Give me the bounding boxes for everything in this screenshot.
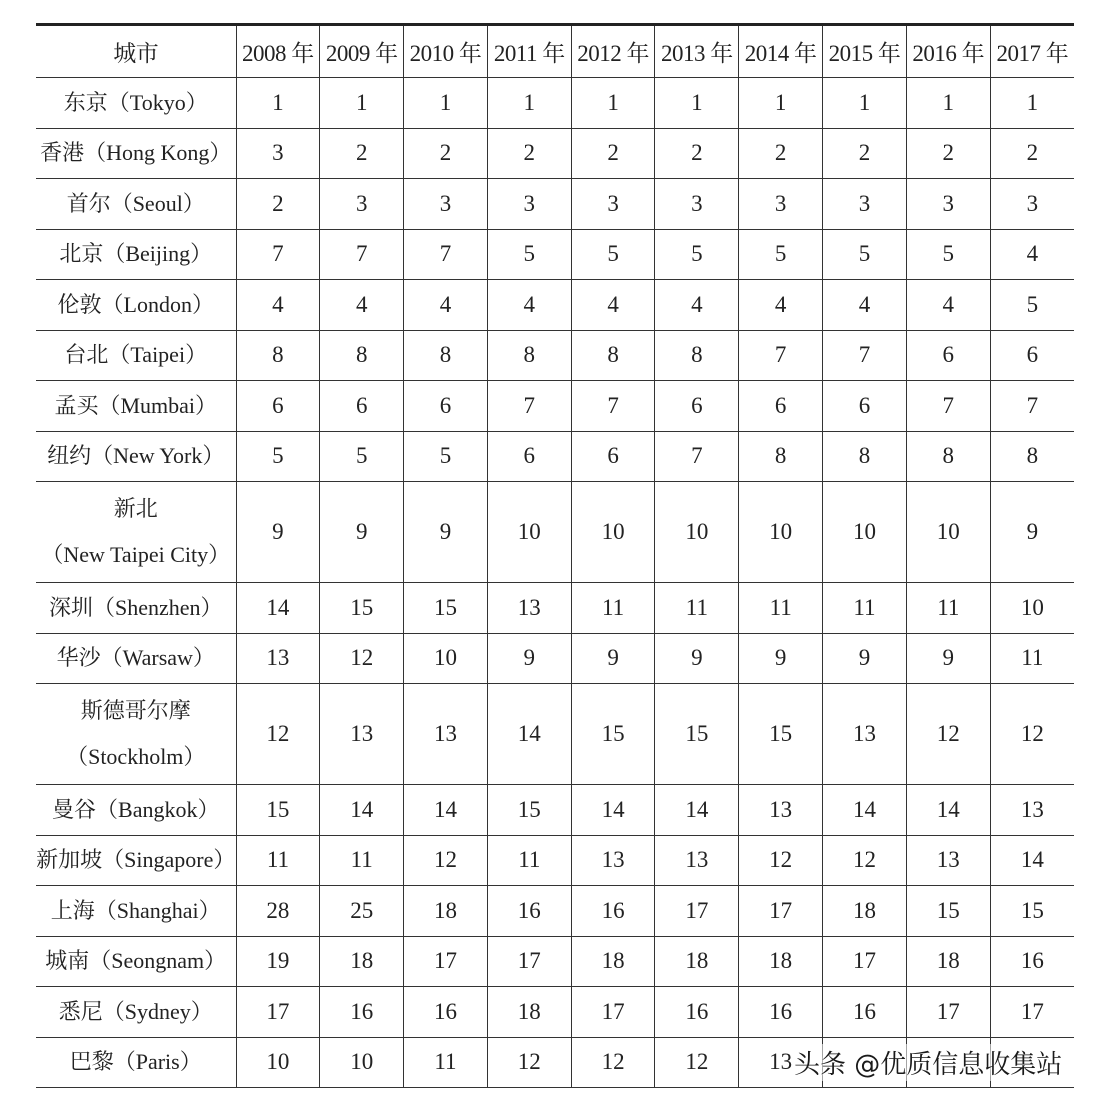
rank-cell: 12: [990, 684, 1074, 785]
rank-cell: 1: [823, 78, 907, 129]
rank-cell: 4: [236, 280, 320, 331]
rank-cell: 14: [823, 785, 907, 836]
city-name-cell: 悉尼（Sydney）: [36, 987, 236, 1038]
rank-cell: 2: [823, 128, 907, 179]
rank-cell: 13: [739, 785, 823, 836]
rank-cell: 6: [906, 330, 990, 381]
city-name-cell: 首尔（Seoul）: [36, 179, 236, 230]
rank-cell: 11: [739, 583, 823, 634]
table-row: [36, 280, 1074, 331]
rank-cell: 17: [236, 987, 320, 1038]
city-name-cell: 新加坡（Singapore）: [36, 835, 236, 886]
rank-cell: 10: [655, 482, 739, 583]
header-year-2014: 2014 年: [739, 25, 823, 78]
rank-cell: 3: [487, 179, 571, 230]
rank-cell: 15: [655, 684, 739, 785]
header-year-2016: 2016 年: [906, 25, 990, 78]
rank-cell: 10: [990, 583, 1074, 634]
rank-cell: 7: [320, 229, 404, 280]
rank-cell: 10: [571, 482, 655, 583]
rank-cell: 16: [823, 987, 907, 1038]
rank-cell: 10: [404, 633, 488, 684]
city-name-cell: 东京（Tokyo）: [36, 78, 236, 129]
rank-cell: 18: [655, 936, 739, 987]
rank-cell: 4: [320, 280, 404, 331]
rank-cell: 8: [404, 330, 488, 381]
rank-cell: 13: [906, 835, 990, 886]
table-row: [36, 381, 1074, 432]
rank-cell: 8: [236, 330, 320, 381]
rank-cell: 13: [739, 1037, 823, 1088]
rank-cell: 4: [990, 229, 1074, 280]
rank-cell: 7: [236, 229, 320, 280]
city-name-cell: 深圳（Shenzhen）: [36, 583, 236, 634]
table-row: [36, 936, 1074, 987]
rank-cell: 7: [404, 229, 488, 280]
rank-cell: 17: [655, 886, 739, 937]
rank-cell: 28: [236, 886, 320, 937]
rank-cell: 18: [404, 886, 488, 937]
city-name-cell: [36, 684, 236, 785]
rank-cell: 8: [739, 431, 823, 482]
rank-cell: 11: [487, 835, 571, 886]
rank-cell: 13: [320, 684, 404, 785]
header-year-2011: 2011 年: [487, 25, 571, 78]
rank-cell: 6: [487, 431, 571, 482]
rank-cell: 7: [655, 431, 739, 482]
rank-cell: 14: [990, 835, 1074, 886]
rank-cell: 7: [990, 381, 1074, 432]
rank-cell: 17: [404, 936, 488, 987]
table-row: [36, 179, 1074, 230]
rank-cell: 13: [487, 583, 571, 634]
city-name-cell: 伦敦（London）: [36, 280, 236, 331]
rank-cell: 5: [236, 431, 320, 482]
rank-cell: 8: [990, 431, 1074, 482]
rank-cell: 8: [487, 330, 571, 381]
rank-cell: 7: [487, 381, 571, 432]
rank-cell: 12: [487, 1037, 571, 1088]
rank-cell: 18: [320, 936, 404, 987]
rank-cell: 13: [404, 684, 488, 785]
rank-cell: 16: [990, 936, 1074, 987]
table-row: [36, 684, 1074, 785]
rank-cell: 14: [906, 785, 990, 836]
rank-cell: 10: [487, 482, 571, 583]
table-row: [36, 987, 1074, 1038]
rank-cell: 18: [571, 936, 655, 987]
rank-cell: 6: [655, 381, 739, 432]
rank-cell: 14: [655, 785, 739, 836]
rank-cell: 5: [320, 431, 404, 482]
rank-cell: 6: [404, 381, 488, 432]
rank-cell: 4: [823, 280, 907, 331]
rank-cell: 19: [236, 936, 320, 987]
rank-cell: 6: [320, 381, 404, 432]
rank-cell: 2: [571, 128, 655, 179]
rank-cell: 13: [823, 684, 907, 785]
rank-cell: 15: [906, 886, 990, 937]
rank-cell: 1: [487, 78, 571, 129]
header-year-2015: 2015 年: [823, 25, 907, 78]
city-name-english: （New Taipei City）: [41, 542, 231, 567]
rank-cell: 16: [571, 886, 655, 937]
table-body: [36, 78, 1074, 1088]
header-year-2008: 2008 年: [236, 25, 320, 78]
city-name-chinese: 斯德哥尔摩: [80, 698, 191, 723]
rank-cell: 14: [487, 684, 571, 785]
rank-cell: 2: [739, 128, 823, 179]
header-year-2010: 2010 年: [404, 25, 488, 78]
table-row: [36, 431, 1074, 482]
rank-cell: 1: [236, 78, 320, 129]
table-row: [36, 886, 1074, 937]
rank-cell: 15: [236, 785, 320, 836]
table-row: [36, 785, 1074, 836]
table-row: [36, 835, 1074, 886]
rank-cell: 7: [739, 330, 823, 381]
rank-cell: 1: [655, 78, 739, 129]
rank-cell: 5: [487, 229, 571, 280]
rank-cell: 9: [571, 633, 655, 684]
table-row: [36, 128, 1074, 179]
rank-cell: 17: [990, 987, 1074, 1038]
rank-cell: 6: [236, 381, 320, 432]
rank-cell: 9: [487, 633, 571, 684]
rank-cell: 1: [571, 78, 655, 129]
rank-cell: 11: [906, 583, 990, 634]
city-ranking-table: [36, 23, 1074, 1088]
rank-cell: 11: [236, 835, 320, 886]
rank-cell: 5: [404, 431, 488, 482]
rank-cell: 14: [571, 785, 655, 836]
rank-cell: 9: [739, 633, 823, 684]
rank-cell: 4: [404, 280, 488, 331]
rank-cell: 11: [990, 633, 1074, 684]
rank-cell: 12: [404, 835, 488, 886]
rank-cell: 16: [655, 987, 739, 1038]
city-name-cell: 上海（Shanghai）: [36, 886, 236, 937]
rank-cell: 6: [571, 431, 655, 482]
rank-cell: 13: [236, 633, 320, 684]
rank-cell: 1: [320, 78, 404, 129]
header-year-2017: 2017 年: [990, 25, 1074, 78]
rank-cell: 1: [404, 78, 488, 129]
rank-cell: 8: [320, 330, 404, 381]
rank-cell: 5: [655, 229, 739, 280]
rank-cell: 18: [487, 987, 571, 1038]
city-name-english: （Stockholm）: [66, 744, 206, 769]
rank-cell: 12: [571, 1037, 655, 1088]
header-city: 城市: [36, 25, 236, 78]
rank-cell: 2: [906, 128, 990, 179]
rank-cell: 9: [990, 482, 1074, 583]
city-name-cell: 华沙（Warsaw）: [36, 633, 236, 684]
rank-cell: 14: [404, 785, 488, 836]
rank-cell: 2: [990, 128, 1074, 179]
rank-cell: 15: [990, 886, 1074, 937]
rank-cell: 12: [320, 633, 404, 684]
rank-cell: 1: [739, 78, 823, 129]
table-row: [36, 583, 1074, 634]
rank-cell: 18: [739, 936, 823, 987]
table-row: [36, 330, 1074, 381]
rank-cell: 13: [990, 785, 1074, 836]
rank-cell: 8: [571, 330, 655, 381]
rank-cell: 14: [320, 785, 404, 836]
rank-cell: 8: [906, 431, 990, 482]
city-name-cell: 孟买（Mumbai）: [36, 381, 236, 432]
rank-cell: 1: [990, 78, 1074, 129]
city-name-cell: 香港（Hong Kong）: [36, 128, 236, 179]
city-name-cell: 台北（Taipei）: [36, 330, 236, 381]
rank-cell: 4: [571, 280, 655, 331]
header-year-2009: 2009 年: [320, 25, 404, 78]
rank-cell: 15: [404, 583, 488, 634]
rank-cell: 2: [487, 128, 571, 179]
rank-cell: 2: [236, 179, 320, 230]
rank-cell: 5: [571, 229, 655, 280]
rank-cell: 10: [906, 482, 990, 583]
rank-cell: 8: [655, 330, 739, 381]
table-row: [36, 633, 1074, 684]
watermark-text: 头条 @优质信息收集站: [792, 1044, 1064, 1081]
city-name-cell: 纽约（New York）: [36, 431, 236, 482]
rank-cell: 13: [655, 835, 739, 886]
rank-cell: 11: [655, 583, 739, 634]
rank-cell: 3: [739, 179, 823, 230]
rank-cell: 12: [739, 835, 823, 886]
rank-cell: 2: [655, 128, 739, 179]
rank-cell: 17: [571, 987, 655, 1038]
rank-cell: 15: [487, 785, 571, 836]
rank-cell: 9: [236, 482, 320, 583]
rank-cell: 18: [823, 886, 907, 937]
rank-cell: 17: [823, 936, 907, 987]
rank-cell: 4: [906, 280, 990, 331]
rank-cell: 3: [571, 179, 655, 230]
rank-cell: 3: [320, 179, 404, 230]
rank-cell: 15: [320, 583, 404, 634]
rank-cell: 7: [823, 330, 907, 381]
rank-cell: 9: [906, 633, 990, 684]
rank-cell: 18: [906, 936, 990, 987]
rank-cell: 16: [404, 987, 488, 1038]
rank-cell: 6: [990, 330, 1074, 381]
rank-cell: 2: [320, 128, 404, 179]
table-header-row: [36, 25, 1074, 78]
rank-cell: 16: [739, 987, 823, 1038]
rank-cell: 1: [906, 78, 990, 129]
rank-cell: 11: [823, 583, 907, 634]
rank-cell: 7: [906, 381, 990, 432]
rank-cell: 12: [655, 1037, 739, 1088]
rank-cell: 5: [823, 229, 907, 280]
rank-cell: 2: [404, 128, 488, 179]
rank-cell: 16: [320, 987, 404, 1038]
rank-cell: 4: [739, 280, 823, 331]
rank-cell: 17: [739, 886, 823, 937]
city-name-cell: [36, 482, 236, 583]
rank-cell: 15: [571, 684, 655, 785]
rank-cell: 9: [823, 633, 907, 684]
rank-cell: 16: [487, 886, 571, 937]
rank-cell: 15: [739, 684, 823, 785]
rank-cell: 12: [236, 684, 320, 785]
rank-cell: 5: [906, 229, 990, 280]
city-name-cell: 城南（Seongnam）: [36, 936, 236, 987]
rank-cell: 3: [404, 179, 488, 230]
rank-cell: 10: [236, 1037, 320, 1088]
rank-cell: 17: [487, 936, 571, 987]
rank-cell: 3: [236, 128, 320, 179]
rank-cell: 10: [320, 1037, 404, 1088]
city-name-cell: 曼谷（Bangkok）: [36, 785, 236, 836]
header-year-2013: 2013 年: [655, 25, 739, 78]
ranking-table-container: [36, 23, 1074, 1088]
rank-cell: 12: [906, 684, 990, 785]
city-name-chinese: 新北: [113, 496, 158, 521]
header-year-2012: 2012 年: [571, 25, 655, 78]
city-name-cell: 巴黎（Paris）: [36, 1037, 236, 1088]
rank-cell: 9: [320, 482, 404, 583]
rank-cell: 5: [739, 229, 823, 280]
rank-cell: 11: [320, 835, 404, 886]
rank-cell: 14: [236, 583, 320, 634]
rank-cell: 9: [404, 482, 488, 583]
city-name-cell: 北京（Beijing）: [36, 229, 236, 280]
table-row: [36, 78, 1074, 129]
rank-cell: 7: [571, 381, 655, 432]
rank-cell: 3: [655, 179, 739, 230]
rank-cell: 12: [823, 835, 907, 886]
rank-cell: 5: [990, 280, 1074, 331]
rank-cell: 4: [487, 280, 571, 331]
table-row: [36, 229, 1074, 280]
table-row: [36, 482, 1074, 583]
rank-cell: 6: [823, 381, 907, 432]
rank-cell: 4: [655, 280, 739, 331]
rank-cell: 11: [404, 1037, 488, 1088]
rank-cell: 3: [823, 179, 907, 230]
rank-cell: 11: [571, 583, 655, 634]
rank-cell: 17: [906, 987, 990, 1038]
rank-cell: 3: [990, 179, 1074, 230]
rank-cell: 6: [739, 381, 823, 432]
rank-cell: 10: [739, 482, 823, 583]
rank-cell: 8: [823, 431, 907, 482]
rank-cell: 13: [571, 835, 655, 886]
rank-cell: 10: [823, 482, 907, 583]
rank-cell: 25: [320, 886, 404, 937]
rank-cell: 3: [906, 179, 990, 230]
rank-cell: 9: [655, 633, 739, 684]
